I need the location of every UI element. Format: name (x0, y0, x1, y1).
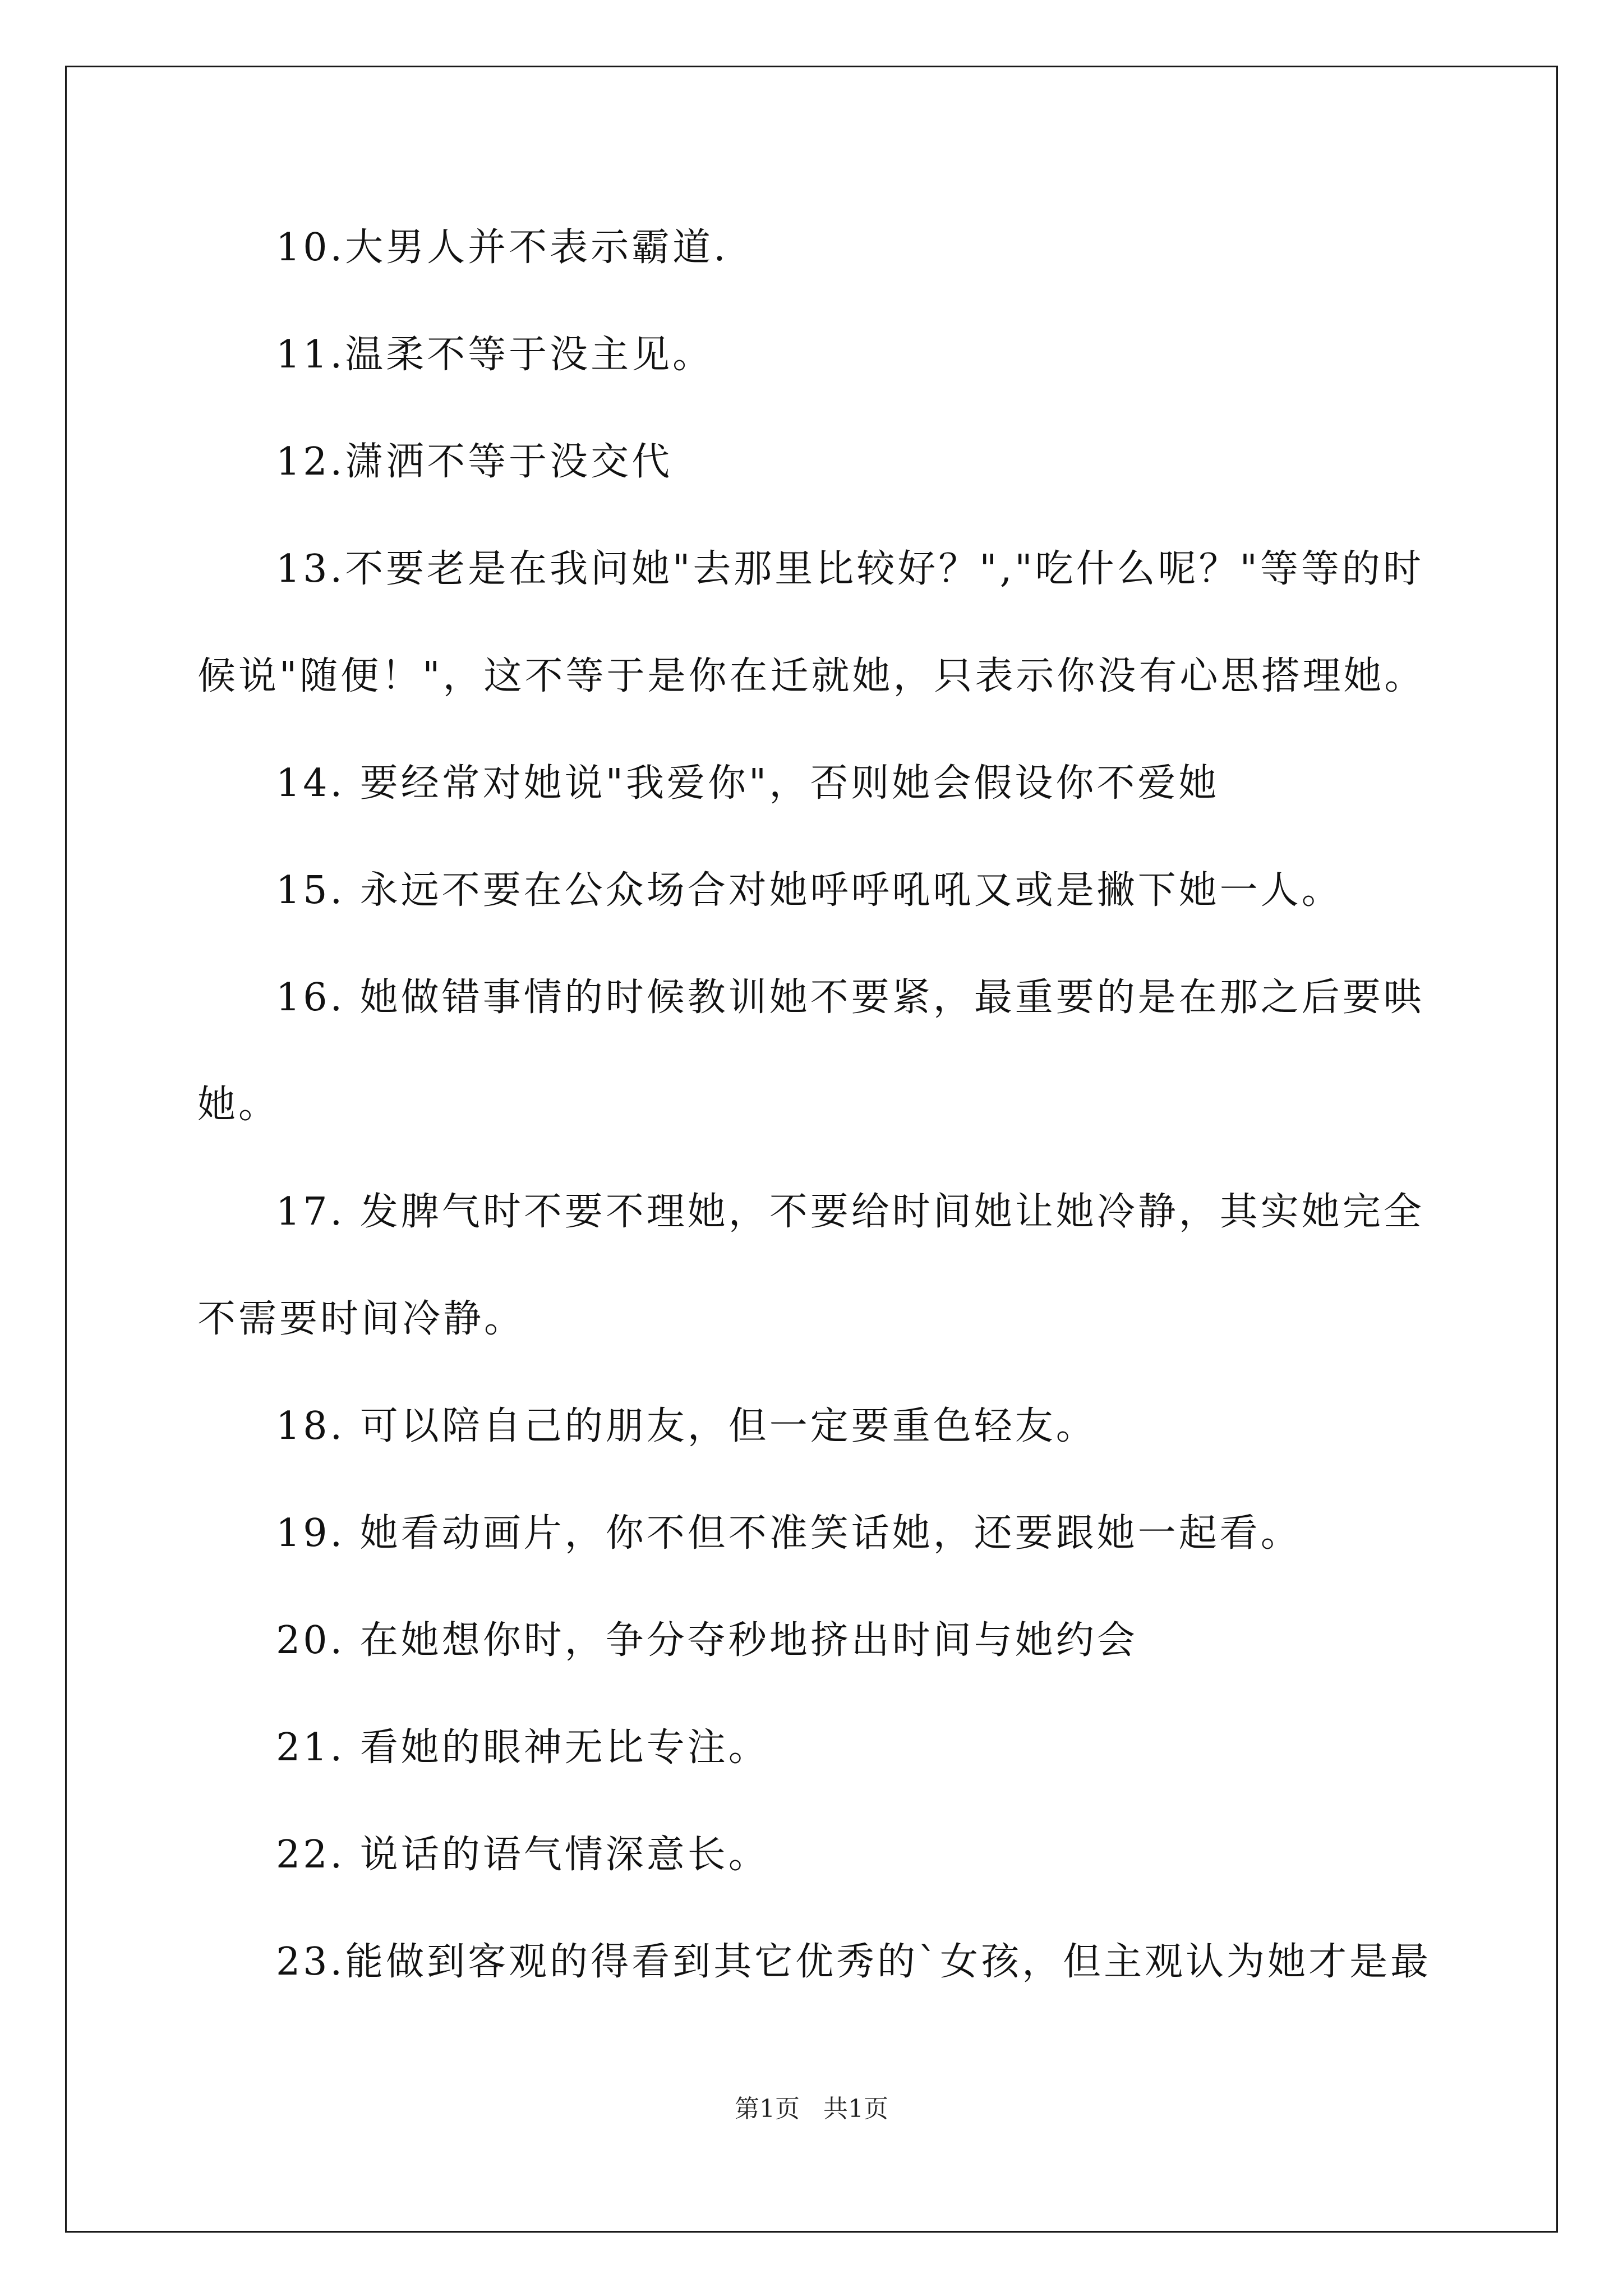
item-10-line-1: 10.大男人并不表示霸道. (276, 226, 728, 270)
item-14-line-1: 14. 要经常对她说"我爱你"，否则她会假设你不爱她 (276, 761, 1220, 806)
page-border (65, 66, 1558, 2233)
item-12-line-1: 12.潇洒不等于没交代 (276, 440, 673, 484)
item-22-line-1: 22. 说话的语气情深意长。 (276, 1833, 769, 1877)
item-20-line-1: 20. 在她想你时，争分夺秒地挤出时间与她约会 (276, 1618, 1138, 1663)
page-footer: 第1页 共1页 (735, 2095, 888, 2123)
item-13-line-1: 13.不要老是在我问她"去那里比较好？","吃什么呢？"等等的时 (276, 547, 1424, 591)
item-15-line-1: 15. 永远不要在公众场合对她呼呼吼吼又或是撇下她一人。 (276, 868, 1343, 913)
item-16-line-2: 她。 (197, 1083, 280, 1127)
item-13-line-2: 候说"随便！"，这不等于是你在迁就她，只表示你没有心思搭理她。 (197, 654, 1426, 698)
item-18-line-1: 18. 可以陪自己的朋友，但一定要重色轻友。 (276, 1404, 1097, 1448)
item-17-line-2: 不需要时间冷静。 (197, 1297, 525, 1341)
item-11-line-1: 11.温柔不等于没主见。 (276, 333, 714, 377)
item-23-line-1: 23.能做到客观的得看到其它优秀的`女孩，但主观认为她才是最 (276, 1940, 1432, 1984)
item-16-line-1: 16. 她做错事情的时候教训她不要紧，最重要的是在那之后要哄 (276, 976, 1424, 1020)
item-17-line-1: 17. 发脾气时不要不理她，不要给时间她让她冷静，其实她完全 (276, 1190, 1424, 1234)
item-19-line-1: 19. 她看动画片，你不但不准笑话她，还要跟她一起看。 (276, 1511, 1302, 1556)
item-21-line-1: 21. 看她的眼神无比专注。 (276, 1726, 769, 1770)
